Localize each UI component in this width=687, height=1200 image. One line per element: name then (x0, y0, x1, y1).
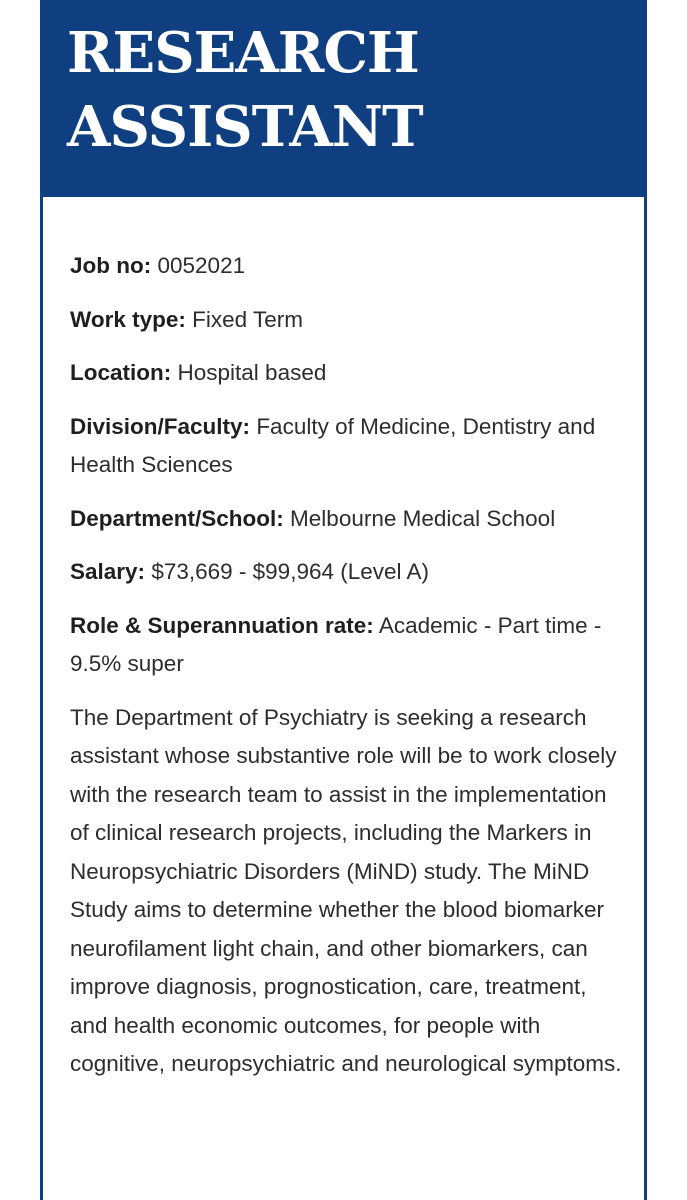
field-value: $73,669 - $99,964 (Level A) (151, 559, 430, 584)
job-details (43, 197, 644, 1084)
field-division-faculty (70, 408, 624, 485)
field-value: Melbourne Medical School (290, 505, 556, 531)
field-value: Academic - Part time - 9.5% super (70, 612, 602, 676)
field-label: Location: (70, 360, 172, 385)
job-title (67, 16, 647, 164)
field-salary (70, 553, 624, 592)
job-description: The Department of Psychiatry is seeking a research assistant whose substantive role will be to work closely with the research team to assist in the implementation of clinical research projects, including the Markers in Neuropsychiatric Disorders (MiND) study. The MiND Study aims to determine whether the blood biomarker neurofilament light chain, and other biomarkers, can improve diagnosis, prognostication, care, treatment, and health economic outcomes, for people with cognitive, neuropsychiatric and neurological symptoms. (70, 704, 622, 1076)
field-location (70, 354, 624, 393)
field-job-no (70, 247, 624, 286)
job-title-line-2: ASSISTANT (67, 94, 423, 160)
field-department-school (70, 500, 624, 539)
title-banner (40, 0, 647, 197)
field-value: Faculty of Medicine, Dentistry and Health Sciences (70, 413, 596, 477)
field-label: Division/Faculty: (70, 413, 251, 439)
field-value: Fixed Term (192, 306, 303, 332)
field-label: Department/School: (70, 505, 284, 531)
field-role-superannuation (70, 607, 624, 684)
job-card (40, 0, 647, 1200)
field-label: Job no: (70, 253, 152, 278)
field-label: Salary: (70, 559, 146, 584)
field-label: Work type: (70, 306, 186, 332)
field-value: 0052021 (157, 253, 246, 278)
field-value: Hospital based (177, 360, 327, 385)
job-title-line-1: RESEARCH (67, 20, 419, 86)
field-work-type (70, 301, 624, 340)
field-label: Role & Superannuation rate: (70, 612, 374, 638)
